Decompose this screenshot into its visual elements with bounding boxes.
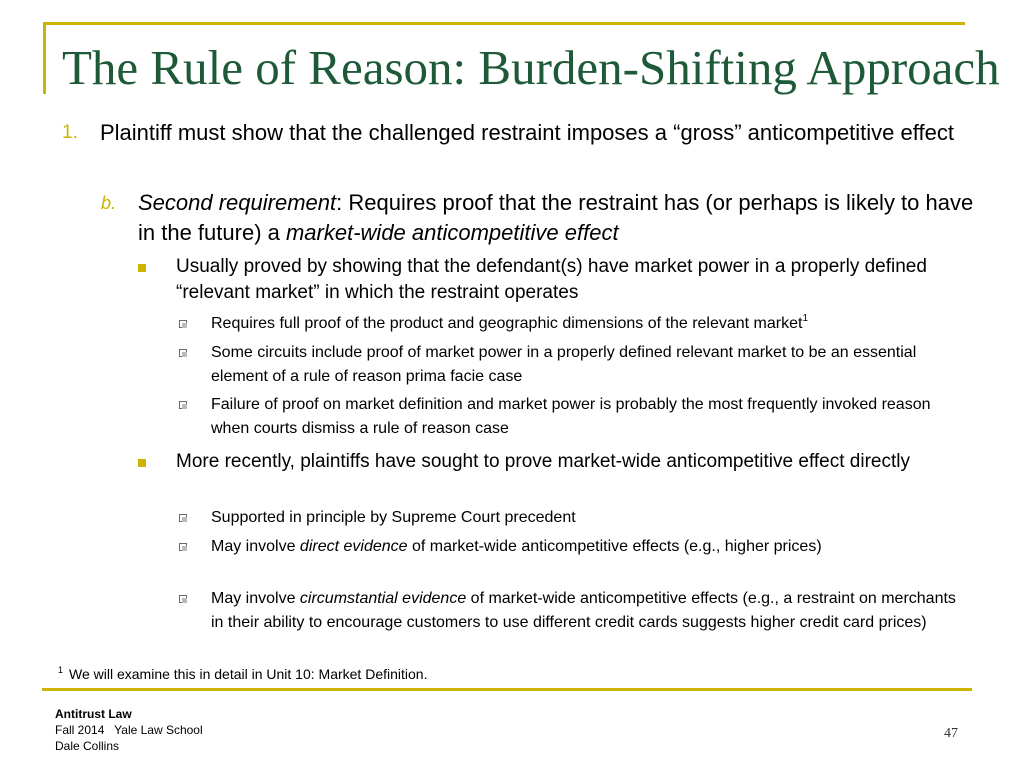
sub-bullet-direct-evidence-emphasis: direct evidence — [299, 538, 408, 555]
point-b-letter: b. — [101, 193, 117, 213]
sub-bullet-circumstantial-emphasis: circumstantial evidence — [299, 590, 467, 607]
hollow-square-bullet-icon — [179, 514, 187, 522]
sub-bullet-direct-evidence — [211, 535, 971, 559]
footer-term: Fall 2014 Yale Law School — [55, 723, 203, 737]
bullet-direct-proof-text: More recently, plaintiffs have sought to prove market-wide anticompetitive effect directly — [176, 451, 910, 472]
sub-bullet-direct-evidence-prefix: May involve — [211, 538, 300, 555]
page-number: 47 — [944, 726, 958, 741]
square-bullet-icon — [138, 264, 146, 272]
sub-bullet-circuits-text: Some circuits include proof of market power in a properly defined relevant market to be an essential element of a rule of reason prima facie case — [211, 344, 917, 385]
point-b-emphasis: market-wide anticompetitive effect — [285, 220, 619, 245]
hollow-square-bullet-icon — [179, 320, 187, 328]
title-frame-left-rule — [43, 22, 46, 94]
footer-course: Antitrust Law — [55, 707, 132, 721]
bullet-market-power-text: Usually proved by showing that the defendant(s) have market power in a properly defined “relevant market” in which the restraint operates — [176, 256, 927, 303]
footnote — [58, 664, 427, 684]
footnote-text: We will examine this in detail in Unit 10: Market Definition. — [69, 666, 428, 682]
footer — [55, 706, 203, 754]
footnote-ref: 1 — [802, 313, 809, 324]
sub-bullet-failure-of-proof-text: Failure of proof on market definition and market power is probably the most frequently invoked reason when courts dismiss a rule of reason case — [211, 396, 931, 437]
hollow-square-bullet-icon — [179, 401, 187, 409]
point-b — [101, 188, 978, 248]
point-b-label: Second requirement — [138, 190, 337, 215]
sub-bullet-failure-of-proof — [211, 393, 971, 441]
sub-bullet-direct-evidence-suffix: of market-wide anticompetitive effects (e.g., higher prices) — [407, 538, 822, 555]
hollow-square-bullet-icon — [179, 595, 187, 603]
sub-bullet-full-proof-text: Requires full proof of the product and geographic dimensions of the relevant market — [211, 315, 803, 332]
title-frame-top-rule — [43, 22, 965, 25]
point-1-text: Plaintiff must show that the challenged restraint imposes a “gross” anticompetitive effect — [100, 120, 954, 145]
point-1-number: 1. — [62, 122, 78, 143]
footnote-marker: 1 — [58, 665, 64, 675]
footer-rule — [42, 688, 972, 691]
sub-bullet-precedent-text: Supported in principle by Supreme Court precedent — [211, 509, 576, 526]
point-1 — [62, 118, 980, 148]
point-b-text: : Requires proof that the restraint has (or perhaps is likely to have in the future) a — [138, 190, 974, 245]
hollow-square-bullet-icon — [179, 349, 187, 357]
slide-title: The Rule of Reason: Burden-Shifting Approach — [62, 40, 1000, 95]
sub-bullet-circumstantial-prefix: May involve — [211, 590, 300, 607]
bullet-market-power — [176, 254, 966, 306]
sub-bullet-precedent — [211, 506, 971, 530]
sub-bullet-full-proof — [211, 312, 971, 336]
bullet-direct-proof — [176, 449, 966, 475]
sub-bullet-circuits — [211, 341, 971, 389]
sub-bullet-circumstantial-suffix: of market-wide anticompetitive effects (e.g., a restraint on merchants in their ability to encourage customers to use different credit cards suggests higher credit card prices) — [211, 590, 956, 631]
footer-author: Dale Collins — [55, 739, 120, 753]
sub-bullet-circumstantial-evidence — [211, 587, 971, 635]
hollow-square-bullet-icon — [179, 543, 187, 551]
square-bullet-icon — [138, 459, 146, 467]
